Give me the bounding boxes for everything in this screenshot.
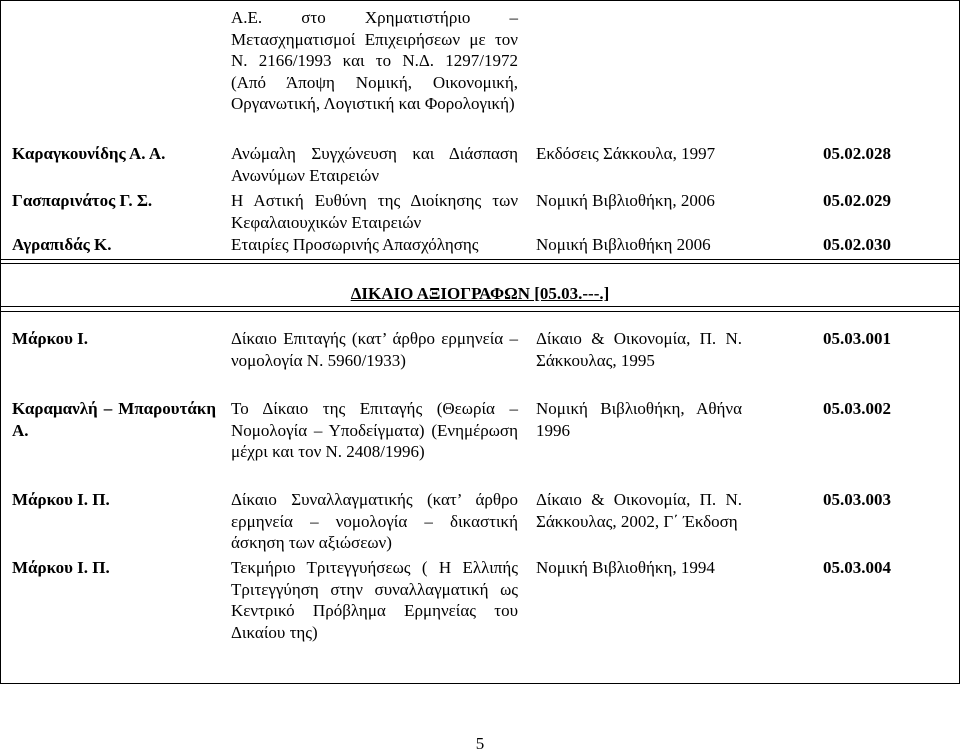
book-code: 05.02.028 — [823, 144, 891, 163]
book-author: Μάρκου Ι. — [12, 329, 89, 348]
section-heading: ΔΙΚΑΙΟ ΑΞΙΟΓΡΑΦΩΝ [05.03.---.] — [350, 284, 610, 303]
book-title: Δίκαιο Επιταγής (κατ’ άρθρο ερμηνεία – νομολογία Ν. 5960/1933) — [231, 329, 518, 370]
book-publisher: Νομική Βιβλιοθήκη 2006 — [536, 235, 711, 254]
book-code: 05.03.003 — [823, 490, 891, 509]
book-title: Τεκμήριο Τριτεγγυήσεως ( Η Ελλιπής Τριτεγγύηση στην συναλλαγματική ως Κεντρικό Πρόβλημα Ερμηνείας του Δικαίου της) — [231, 558, 518, 642]
row-divider — [0, 306, 960, 307]
book-publisher: Δίκαιο & Οικονομία, Π. Ν. Σάκκουλας, 1995 — [536, 329, 742, 370]
book-author: Αγραπιδάς Κ. — [12, 235, 112, 254]
book-publisher: Νομική Βιβλιοθήκη, Αθήνα 1996 — [536, 399, 742, 440]
table-left-border — [0, 0, 1, 684]
book-publisher: Νομική Βιβλιοθήκη, 2006 — [536, 191, 715, 210]
page-number: 5 — [475, 734, 485, 753]
book-code: 05.02.029 — [823, 191, 891, 210]
book-title: Εταιρίες Προσωρινής Απασχόλησης — [231, 235, 479, 254]
book-code: 05.03.004 — [823, 558, 891, 577]
book-code: 05.03.002 — [823, 399, 891, 418]
book-code: 05.02.030 — [823, 235, 891, 254]
book-title: Ανώμαλη Συγχώνευση και Διάσπαση Ανωνύμων Εταιρειών — [231, 144, 518, 185]
book-title: Α.Ε. στο Χρηματιστήριο – Μετασχηματισμοί Επιχειρήσεων με τον Ν. 2166/1993 και το Ν.Δ. 1297/1972 (Από Άποψη Νομική, Οικονομική, Οργανωτική, Λογιστική και Φορολογική) — [231, 8, 518, 113]
book-author: Μάρκου Ι. Π. — [12, 490, 110, 509]
book-title: Δίκαιο Συναλλαγματικής (κατ’ άρθρο ερμηνεία – νομολογία – δικαστική άσκηση των αξιώσεων) — [231, 490, 518, 552]
row-divider — [0, 259, 960, 260]
book-author: Μάρκου Ι. Π. — [12, 558, 110, 577]
book-publisher: Νομική Βιβλιοθήκη, 1994 — [536, 558, 715, 577]
row-divider — [0, 263, 960, 264]
book-publisher: Δίκαιο & Οικονομία, Π. Ν. Σάκκουλας, 2002, Γ΄ Έκδοση — [536, 490, 742, 531]
table-bottom-border — [0, 683, 960, 684]
row-divider — [0, 311, 960, 312]
book-author: Καραμανλή – Μπαρουτάκη Α. — [12, 399, 216, 440]
table-top-border — [0, 0, 960, 1]
book-title: Η Αστική Ευθύνη της Διοίκησης των Κεφαλαιουχικών Εταιρειών — [231, 191, 518, 232]
book-code: 05.03.001 — [823, 329, 891, 348]
book-author: Καραγκουνίδης Α. Α. — [12, 144, 166, 163]
book-title: Το Δίκαιο της Επιταγής (Θεωρία – Νομολογία – Υποδείγματα) (Ενημέρωση μέχρι και τον Ν. 2408/1996) — [231, 399, 518, 461]
book-publisher: Εκδόσεις Σάκκουλα, 1997 — [536, 144, 716, 163]
book-author: Γασπαρινάτος Γ. Σ. — [12, 191, 153, 210]
